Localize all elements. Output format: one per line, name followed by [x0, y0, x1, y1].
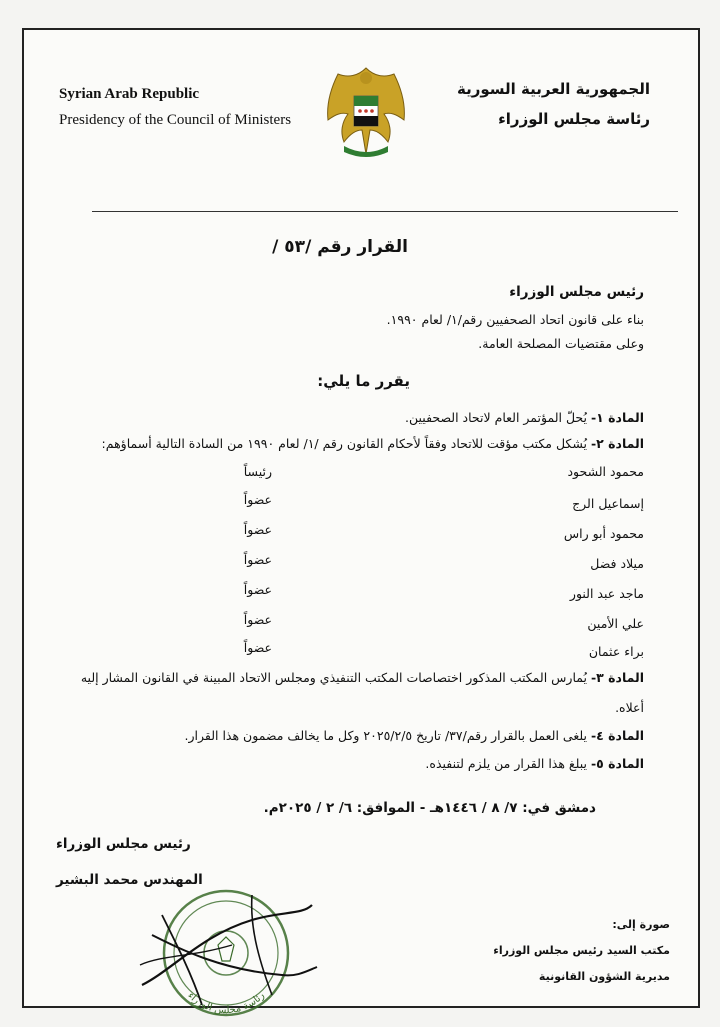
stamp-text: رئاسة مجلس الوزراء [185, 990, 267, 1017]
article-5-text: يبلغ هذا القرار من يلزم لتنفيذه. [425, 756, 587, 771]
member-role: عضواً [243, 522, 272, 537]
article-4-label: المادة ٤- [590, 728, 644, 743]
member-role: عضواً [243, 612, 272, 627]
date-line: دمشق في: ٧/ ٨ / ١٤٤٦هـ - الموافق: ٦/ ٢ / ٢٠٢٥م. [263, 800, 596, 816]
header-ar-line1: الجمهورية العربية السورية [457, 80, 650, 98]
article-5-label: المادة ٥- [590, 756, 644, 771]
member-role: عضواً [243, 492, 272, 507]
signatory-name: المهندس محمد البشير [56, 872, 203, 888]
member-name: براء عثمان [588, 644, 644, 659]
copies-line-2: مديرية الشؤون القانونية [538, 970, 670, 983]
issuer-line: رئيس مجلس الوزراء [509, 284, 644, 300]
article-3-continuation: أعلاه. [615, 700, 644, 715]
article-2 [102, 436, 644, 451]
document-page [22, 28, 700, 1017]
member-name: ماجد عبد النور [569, 586, 644, 601]
article-4-text: يلغى العمل بالقرار رقم/٣٧/ تاريخ ٢٠٢٥/٢/٥ وكل ما يخالف مضمون هذا القرار. [184, 728, 587, 743]
decision-title: القرار رقم /٥٣ / [272, 237, 408, 257]
syrian-eagle-emblem-icon [318, 62, 414, 162]
header-en-line2: Presidency of the Council of Ministers [59, 112, 292, 128]
header-divider [92, 211, 678, 212]
member-name: ميلاد فضل [590, 556, 644, 571]
article-1 [405, 410, 644, 425]
preamble-public-interest: وعلى مقتضيات المصلحة العامة. [478, 336, 644, 351]
header-en-line1: Syrian Arab Republic [59, 86, 200, 102]
decides-heading: يقرر ما يلي: [317, 372, 410, 390]
member-name: محمود الشحود [567, 464, 644, 479]
member-name: علي الأمين [587, 616, 644, 631]
member-role: عضواً [243, 552, 272, 567]
preamble-law: بناء على قانون اتحاد الصحفيين رقم/١/ لعام ١٩٩٠. [386, 312, 644, 327]
member-name: إسماعيل الرج [572, 496, 644, 511]
member-role: رئيساً [243, 464, 272, 479]
article-3-text: يُمارس المكتب المذكور اختصاصات المكتب التنفيذي ومجلس الاتحاد المبينة في القانون المشار إليه [80, 670, 587, 685]
member-name: محمود أبو راس [563, 526, 644, 541]
official-stamp-signature [132, 875, 322, 1025]
copies-heading: صورة إلى: [612, 918, 670, 931]
article-5 [425, 756, 644, 771]
signatory-title: رئيس مجلس الوزراء [56, 836, 191, 852]
article-3 [81, 670, 644, 685]
article-4 [185, 728, 645, 743]
article-1-label: المادة ١- [590, 410, 644, 425]
copies-line-1: مكتب السيد رئيس مجلس الوزراء [493, 944, 670, 957]
member-role: عضواً [243, 640, 272, 655]
article-1-text: يُحلّ المؤتمر العام لاتحاد الصحفيين. [405, 410, 587, 425]
member-role: عضواً [243, 582, 272, 597]
article-2-label: المادة ٢- [590, 436, 644, 451]
header-ar-line2: رئاسة مجلس الوزراء [498, 110, 650, 128]
article-2-text: يُشكل مكتب مؤقت للاتحاد وفقاً لأحكام القانون رقم /١/ لعام ١٩٩٠ من السادة التالية أسماؤهم: [101, 436, 587, 451]
article-3-label: المادة ٣- [590, 670, 644, 685]
